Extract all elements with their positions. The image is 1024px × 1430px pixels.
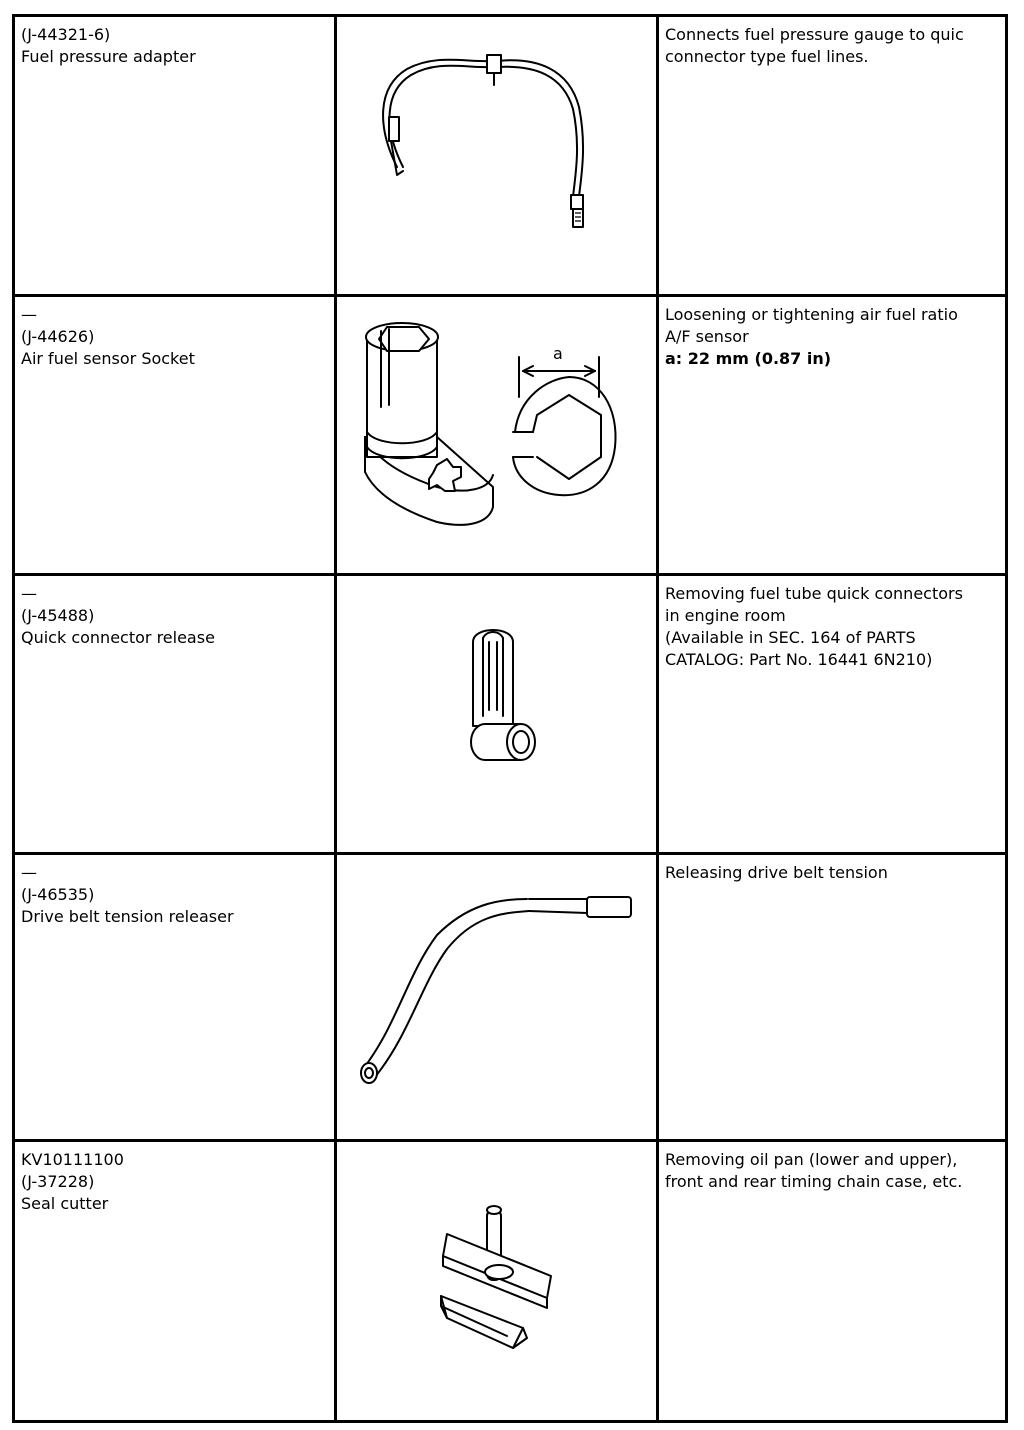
dimension-spec: a: 22 mm (0.87 in) <box>665 349 832 368</box>
table-row <box>14 1141 1007 1422</box>
tool-number: (J-45488) <box>21 606 95 625</box>
description-line: Loosening or tightening air fuel ratio <box>665 305 958 324</box>
tool-name: Quick connector release <box>21 628 215 647</box>
description-line: Removing oil pan (lower and upper), <box>665 1150 958 1169</box>
tool-illustration-cell <box>336 854 658 1141</box>
tool-description-cell <box>658 16 1007 296</box>
tool-illustration-cell <box>336 1141 658 1422</box>
tool-illustration-cell <box>336 575 658 854</box>
tool-name: Drive belt tension releaser <box>21 907 234 926</box>
tool-name: Seal cutter <box>21 1194 109 1213</box>
table-row <box>14 296 1007 575</box>
description-line: (Available in SEC. 164 of PARTS <box>665 628 916 647</box>
description-line: in engine room <box>665 606 786 625</box>
table-row <box>14 575 1007 854</box>
special-tools-table <box>12 14 1008 1423</box>
tool-illustration-cell <box>336 16 658 296</box>
tool-number: (J-46535) <box>21 885 95 904</box>
tool-name: Fuel pressure adapter <box>21 47 196 66</box>
description-line: A/F sensor <box>665 327 749 346</box>
tool-number-cell <box>14 575 336 854</box>
description-line: Removing fuel tube quick connectors <box>665 584 963 603</box>
tool-number-cell <box>14 16 336 296</box>
tool-description-cell <box>658 296 1007 575</box>
table-row <box>14 854 1007 1141</box>
description-line: Connects fuel pressure gauge to quic <box>665 25 964 44</box>
tool-description-cell <box>658 1141 1007 1422</box>
tool-number-cell <box>14 296 336 575</box>
tool-kv-number: — <box>21 863 37 882</box>
dimension-label: a <box>553 344 563 363</box>
description-line: connector type fuel lines. <box>665 47 869 66</box>
tool-number-cell <box>14 854 336 1141</box>
tool-kv-number: — <box>21 584 37 603</box>
table-row <box>14 16 1007 296</box>
tool-number-cell <box>14 1141 336 1422</box>
tool-kv-number: — <box>21 305 37 324</box>
tool-description-cell <box>658 575 1007 854</box>
tool-name: Air fuel sensor Socket <box>21 349 195 368</box>
description-line: front and rear timing chain case, etc. <box>665 1172 963 1191</box>
description-line: Releasing drive belt tension <box>665 863 888 882</box>
tool-number: (J-44321-6) <box>21 25 111 44</box>
tool-number: (J-44626) <box>21 327 95 346</box>
tool-description-cell <box>658 854 1007 1141</box>
tool-kv-number: KV10111100 <box>21 1150 124 1169</box>
description-line: CATALOG: Part No. 16441 6N210) <box>665 650 933 669</box>
tool-illustration-cell <box>336 296 658 575</box>
tool-number: (J-37228) <box>21 1172 95 1191</box>
